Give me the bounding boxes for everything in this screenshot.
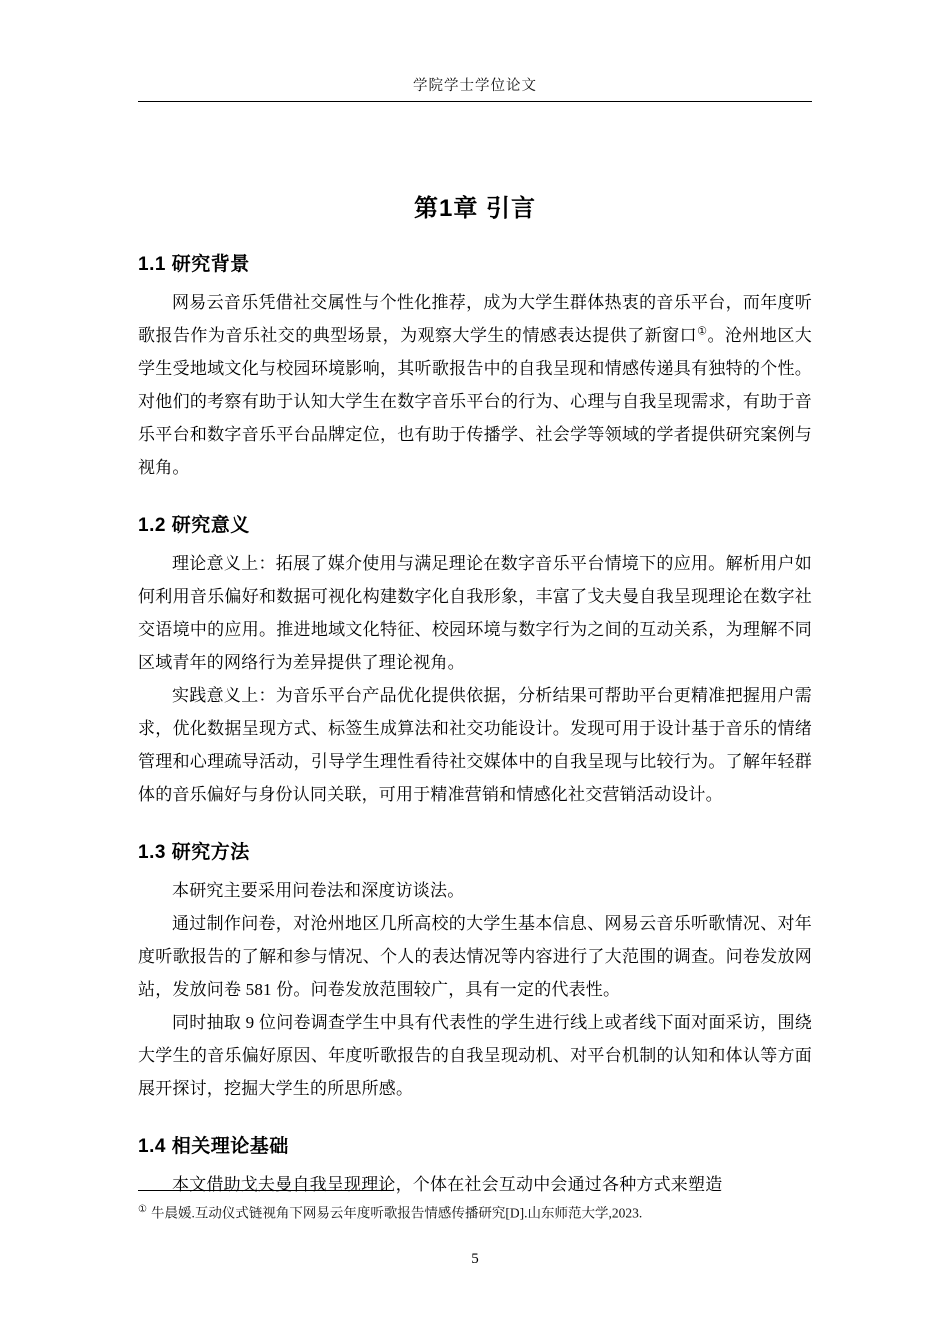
paragraph-1-2-1: 理论意义上：拓展了媒介使用与满足理论在数字音乐平台情境下的应用。解析用户如何利用音乐偏好和数据可视化构建数字化自我形象，丰富了戈夫曼自我呈现理论在数字社交语境中的应用。推进地域文化特征、校园环境与数字行为之间的互动关系，为理解不同区域青年的网络行为差异提供了理论视角。 [138, 554, 812, 672]
footnote-marker: ① [138, 1204, 147, 1215]
header-divider [138, 101, 812, 102]
footnote-marker-superscript: ① [697, 325, 708, 338]
paragraph-text: 网易云音乐凭借社交属性与个性化推荐，成为大学生群体热衷的音乐平台，而年度听歌报告作为音乐社交的典型场景，为观察大学生的情感表达提供了新窗口 [138, 293, 812, 345]
section-heading-1-3: 1.3 研究方法 [138, 842, 250, 863]
paragraph-1-3-2: 通过制作问卷，对沧州地区几所高校的大学生基本信息、网易云音乐听歌情况、对年度听歌报告的了解和参与情况、个人的表达情况等内容进行了大范围的调查。问卷发放网站，发放问卷 581 份。问卷发放范围较广，具有一定的代表性。 [138, 914, 812, 999]
section-heading-1-1: 1.1 研究背景 [138, 254, 250, 275]
page-header [138, 0, 812, 95]
paragraph-1-2-2: 实践意义上：为音乐平台产品优化提供依据，分析结果可帮助平台更精准把握用户需求，优化数据呈现方式、标签生成算法和社交功能设计。发现可用于设计基于音乐的情绪管理和心理疏导活动，引导学生理性看待社交媒体中的自我呈现与比较行为。了解年轻群体的音乐偏好与身份认同关联，可用于精准营销和情感化社交营销活动设计。 [138, 686, 812, 804]
paragraph-1-4-1: 本文借助戈夫曼自我呈现理论，个体在社会互动中会通过各种方式来塑造 [172, 1175, 723, 1194]
paragraph-text: 。沧州地区大学生受地域文化与校园环境影响，其听歌报告中的自我呈现和情感传递具有独特的个性。对他们的考察有助于认知大学生在数字音乐平台的行为、心理与自我呈现需求，有助于音乐平台和数字音乐平台品牌定位，也有助于传播学、社会学等领域的学者提供研究案例与视角。 [138, 326, 813, 477]
footnote-citation: 牛晨媛.互动仪式链视角下网易云年度听歌报告情感传播研究[D].山东师范大学,2023. [150, 1205, 643, 1221]
page-number: 5 [471, 1251, 479, 1267]
paragraph-1-1-1 [138, 286, 812, 484]
section-heading-1-2: 1.2 研究意义 [138, 515, 250, 536]
footnote-divider [138, 1190, 388, 1191]
footnote [138, 1200, 812, 1224]
chapter-title: 第1章 引言 [413, 195, 536, 222]
section-heading-1-4: 1.4 相关理论基础 [138, 1136, 289, 1157]
paragraph-1-3-3: 同时抽取 9 位问卷调查学生中具有代表性的学生进行线上或者线下面对面采访，围绕大学生的音乐偏好原因、年度听歌报告的自我呈现动机、对平台机制的认知和体认等方面展开探讨，挖掘大学生的所思所感。 [138, 1013, 812, 1098]
footnote-block [138, 1190, 812, 1224]
header-text: 学院学士学位论文 [413, 78, 537, 94]
paragraph-1-3-1: 本研究主要采用问卷法和深度访谈法。 [172, 881, 465, 900]
